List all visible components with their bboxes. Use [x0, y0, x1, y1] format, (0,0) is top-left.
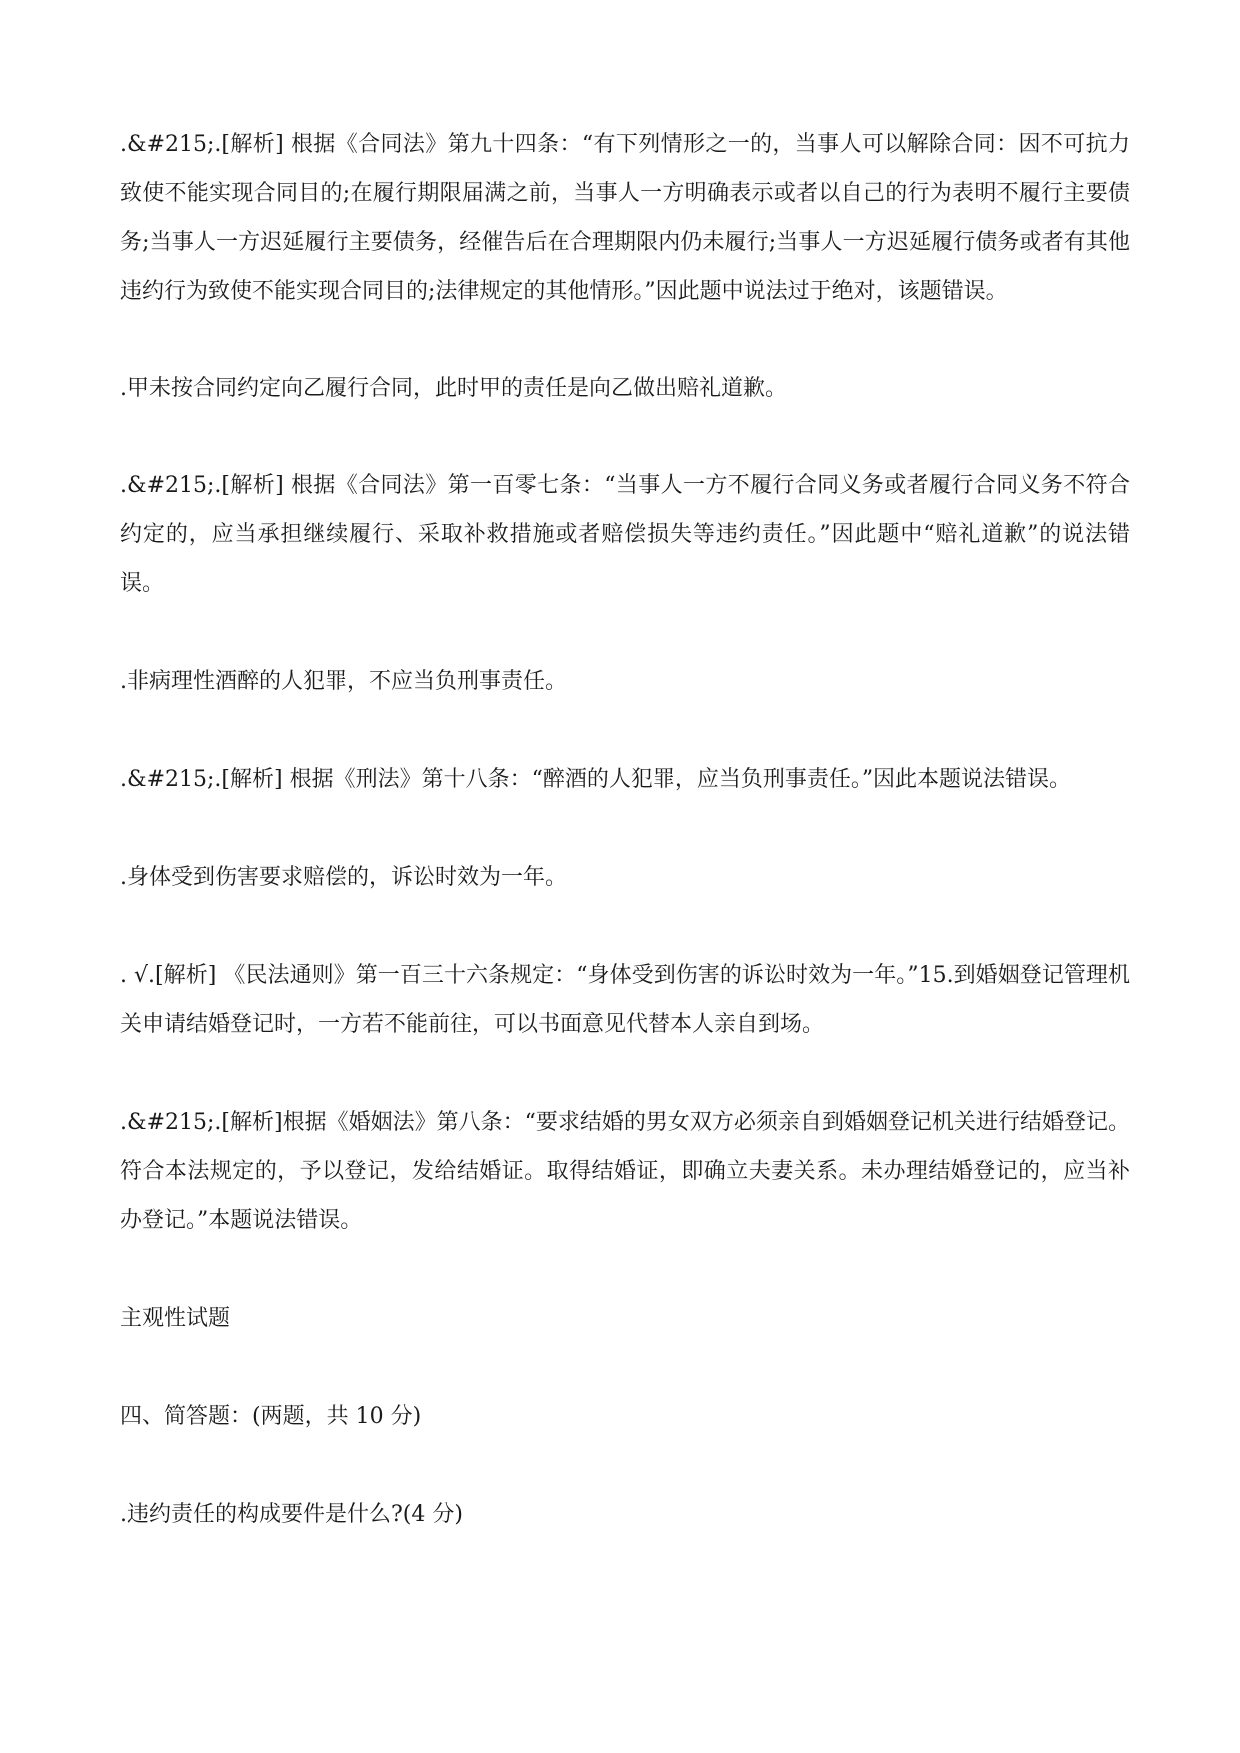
analysis-paragraph-3: .&#215;.[解析] 根据《合同法》第一百零七条：“当事人一方不履行合同义务或者履行合同义务不符合约定的，应当承担继续履行、采取补救措施或者赔偿损失等违约责任。”因此题中“赔礼道歉”的说法错误。	[120, 473, 1130, 596]
analysis-paragraph-7: . √.[解析] 《民法通则》第一百三十六条规定：“身体受到伤害的诉讼时效为一年。”15.到婚姻登记管理机关申请结婚登记时，一方若不能前往，可以书面意见代替本人亲自到场。	[120, 963, 1130, 1037]
question-paragraph-11: .违约责任的构成要件是什么?(4 分)	[120, 1502, 463, 1527]
analysis-paragraph-5: .&#215;.[解析] 根据《刑法》第十八条：“醉酒的人犯罪，应当负刑事责任。”因此本题说法错误。	[120, 767, 1072, 792]
analysis-paragraph-8: .&#215;.[解析]根据《婚姻法》第八条：“要求结婚的男女双方必须亲自到婚姻登记机关进行结婚登记。符合本法规定的，予以登记，发给结婚证。取得结婚证，即确立夫妻关系。未办理结婚登记的，应当补办登记。”本题说法错误。	[120, 1110, 1130, 1233]
question-paragraph-4: .非病理性酒醉的人犯罪，不应当负刑事责任。	[120, 669, 567, 694]
section-heading-short-answer: 四、简答题：(两题，共 10 分)	[120, 1404, 422, 1429]
analysis-paragraph-1: .&#215;.[解析] 根据《合同法》第九十四条：“有下列情形之一的，当事人可以解除合同：因不可抗力致使不能实现合同目的;在履行期限届满之前，当事人一方明确表示或者以自己的行为表明不履行主要债务;当事人一方迟延履行主要债务，经催告后在合理期限内仍未履行;当事人一方迟延履行债务或者有其他违约行为致使不能实现合同目的;法律规定的其他情形。”因此题中说法过于绝对，该题错误。	[120, 132, 1130, 304]
question-paragraph-2: .甲未按合同约定向乙履行合同，此时甲的责任是向乙做出赔礼道歉。	[120, 376, 787, 401]
document-page	[120, 120, 1130, 1539]
section-heading-subjective: 主观性试题	[120, 1306, 231, 1331]
question-paragraph-6: .身体受到伤害要求赔偿的，诉讼时效为一年。	[120, 865, 567, 890]
